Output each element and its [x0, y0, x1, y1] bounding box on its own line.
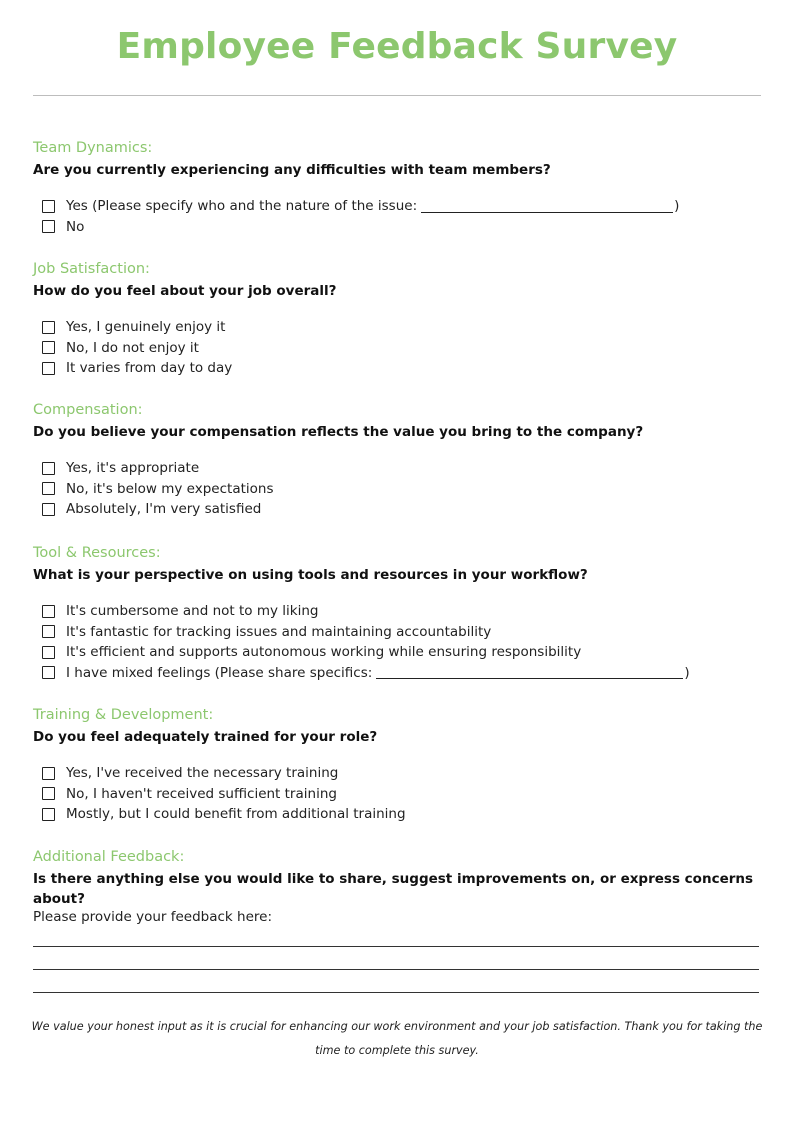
option-label: No, I do not enjoy it	[66, 339, 199, 356]
option-row[interactable]	[42, 479, 773, 500]
fill-in-blank[interactable]	[421, 200, 673, 213]
option-label: Yes, I genuinely enjoy it	[66, 319, 226, 336]
option-label: It's cumbersome and not to my liking	[66, 603, 319, 620]
option-row[interactable]	[42, 763, 773, 784]
option-label: It varies from day to day	[66, 360, 233, 377]
section-heading: Team Dynamics:	[33, 140, 153, 156]
question-text: Is there anything else you would like to share, suggest improvements on, or express concerns about?	[33, 871, 754, 907]
checkbox[interactable]	[42, 482, 55, 495]
options-list	[33, 458, 773, 520]
option-label: No	[66, 218, 85, 235]
option-row[interactable]	[42, 601, 773, 622]
option-label: Absolutely, I'm very satisfied	[66, 501, 262, 518]
option-row[interactable]	[42, 663, 773, 684]
section-heading: Tool & Resources:	[33, 545, 161, 561]
checkbox[interactable]	[42, 503, 55, 516]
closing-parenthesis: )	[674, 198, 680, 215]
checkbox[interactable]	[42, 200, 55, 213]
section-3	[33, 400, 773, 520]
option-label: Yes (Please specify who and the nature of the issue:	[66, 198, 418, 215]
checkbox[interactable]	[42, 220, 55, 233]
option-row[interactable]	[42, 642, 773, 663]
option-row[interactable]	[42, 358, 773, 379]
checkbox[interactable]	[42, 462, 55, 475]
option-label: No, I haven't received sufficient training	[66, 785, 337, 802]
feedback-line-2[interactable]	[33, 969, 759, 970]
section-2	[33, 259, 773, 379]
options-list	[33, 601, 773, 683]
checkbox[interactable]	[42, 808, 55, 821]
section-heading: Job Satisfaction:	[33, 261, 150, 277]
page-title: Employee Feedback Survey	[116, 26, 678, 67]
checkbox[interactable]	[42, 625, 55, 638]
checkbox[interactable]	[42, 321, 55, 334]
option-label: No, it's below my expectations	[66, 480, 274, 497]
question-text: Do you believe your compensation reflects the value you bring to the company?	[33, 424, 644, 440]
options-list	[33, 317, 773, 379]
section-5	[33, 705, 773, 825]
fill-in-blank[interactable]	[376, 666, 683, 679]
checkbox[interactable]	[42, 767, 55, 780]
checkbox[interactable]	[42, 341, 55, 354]
checkbox[interactable]	[42, 362, 55, 375]
section-heading: Additional Feedback:	[33, 849, 185, 865]
option-row[interactable]	[42, 196, 773, 217]
option-label: Yes, it's appropriate	[66, 460, 200, 477]
checkbox[interactable]	[42, 646, 55, 659]
checkbox[interactable]	[42, 666, 55, 679]
section-heading: Compensation:	[33, 402, 143, 418]
option-label: It's efficient and supports autonomous working while ensuring responsibility	[66, 644, 582, 661]
section-4	[33, 543, 773, 683]
option-row[interactable]	[42, 622, 773, 643]
question-text: How do you feel about your job overall?	[33, 283, 337, 299]
checkbox[interactable]	[42, 787, 55, 800]
checkbox[interactable]	[42, 605, 55, 618]
options-list	[33, 763, 773, 825]
question-text: Are you currently experiencing any difficulties with team members?	[33, 162, 551, 178]
option-row[interactable]	[42, 217, 773, 238]
option-row[interactable]	[42, 804, 773, 825]
option-row[interactable]	[42, 784, 773, 805]
option-row[interactable]	[42, 317, 773, 338]
question-text: Do you feel adequately trained for your role?	[33, 729, 378, 745]
feedback-prompt: Please provide your feedback here:	[33, 909, 273, 925]
options-list	[33, 196, 773, 237]
option-row[interactable]	[42, 458, 773, 479]
question-text: What is your perspective on using tools and resources in your workflow?	[33, 567, 588, 583]
section-1	[33, 138, 773, 237]
closing-note: We value your honest input as it is crucial for enhancing our work environment and your job satisfaction. Thank you for taking the time to complete this survey.	[31, 1020, 763, 1057]
option-label: Yes, I've received the necessary training	[66, 765, 339, 782]
closing-parenthesis: )	[684, 664, 690, 681]
option-label: It's fantastic for tracking issues and maintaining accountability	[66, 623, 492, 640]
title-divider	[33, 95, 761, 96]
section-6	[33, 847, 773, 907]
feedback-line-3[interactable]	[33, 992, 759, 993]
option-row[interactable]	[42, 499, 773, 520]
section-heading: Training & Development:	[33, 707, 214, 723]
option-label: I have mixed feelings (Please share specifics:	[66, 664, 373, 681]
option-label: Mostly, but I could benefit from additional training	[66, 806, 406, 823]
option-row[interactable]	[42, 338, 773, 359]
feedback-line-1[interactable]	[33, 946, 759, 947]
